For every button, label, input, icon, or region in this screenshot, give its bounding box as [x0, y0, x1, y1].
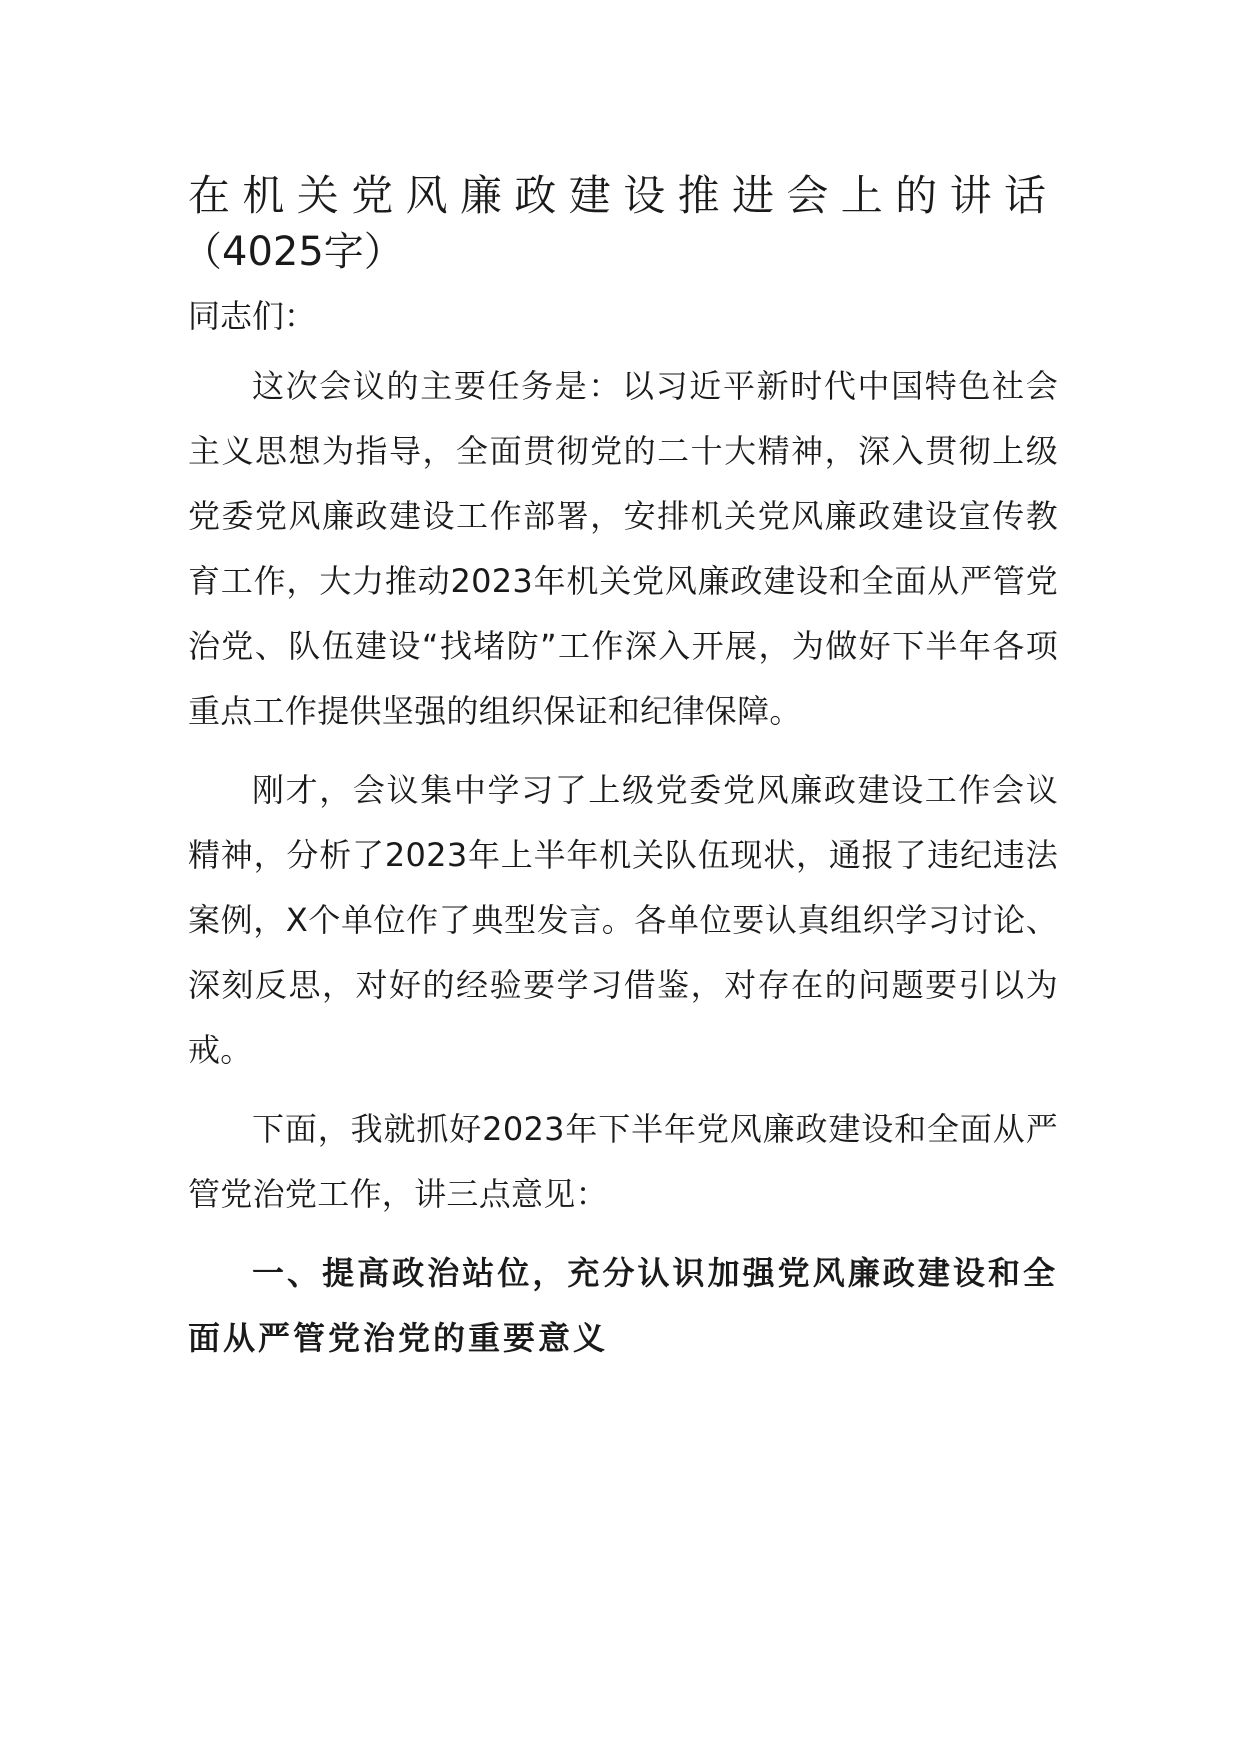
paragraph-intro-points: 下面，我就抓好2023年下半年党风廉政建设和全面从严管党治党工作，讲三点意见：	[188, 1110, 1058, 1213]
paragraph-task: 这次会议的主要任务是：以习近平新时代中国特色社会主义思想为指导，全面贯彻党的二十大精神，深入贯彻上级党委党风廉政建设工作部署，安排机关党风廉政建设宣传教育工作，大力推动2023年机关党风廉政建设和全面从严管党治党、队伍建设“找堵防”工作深入开展，为做好下半年各项重点工作提供坚强的组织保证和纪律保障。	[188, 367, 1058, 730]
document-title: 在机关党风廉政建设推进会上的讲话	[188, 171, 1058, 220]
salutation: 同志们：	[188, 297, 317, 335]
section-heading-one: 一、提高政治站位，充分认识加强党风廉政建设和全面从严管党治党的重要意义	[188, 1254, 1058, 1357]
paragraph-review: 刚才，会议集中学习了上级党委党风廉政建设工作会议精神，分析了2023年上半年机关队伍现状，通报了违纪违法案例，X个单位作了典型发言。各单位要认真组织学习讨论、深刻反思，对好的经验要学习借鉴，对存在的问题要引以为戒。	[188, 771, 1058, 1069]
document-page	[182, 168, 1058, 1371]
document-subtitle: （4025字）	[182, 229, 404, 275]
